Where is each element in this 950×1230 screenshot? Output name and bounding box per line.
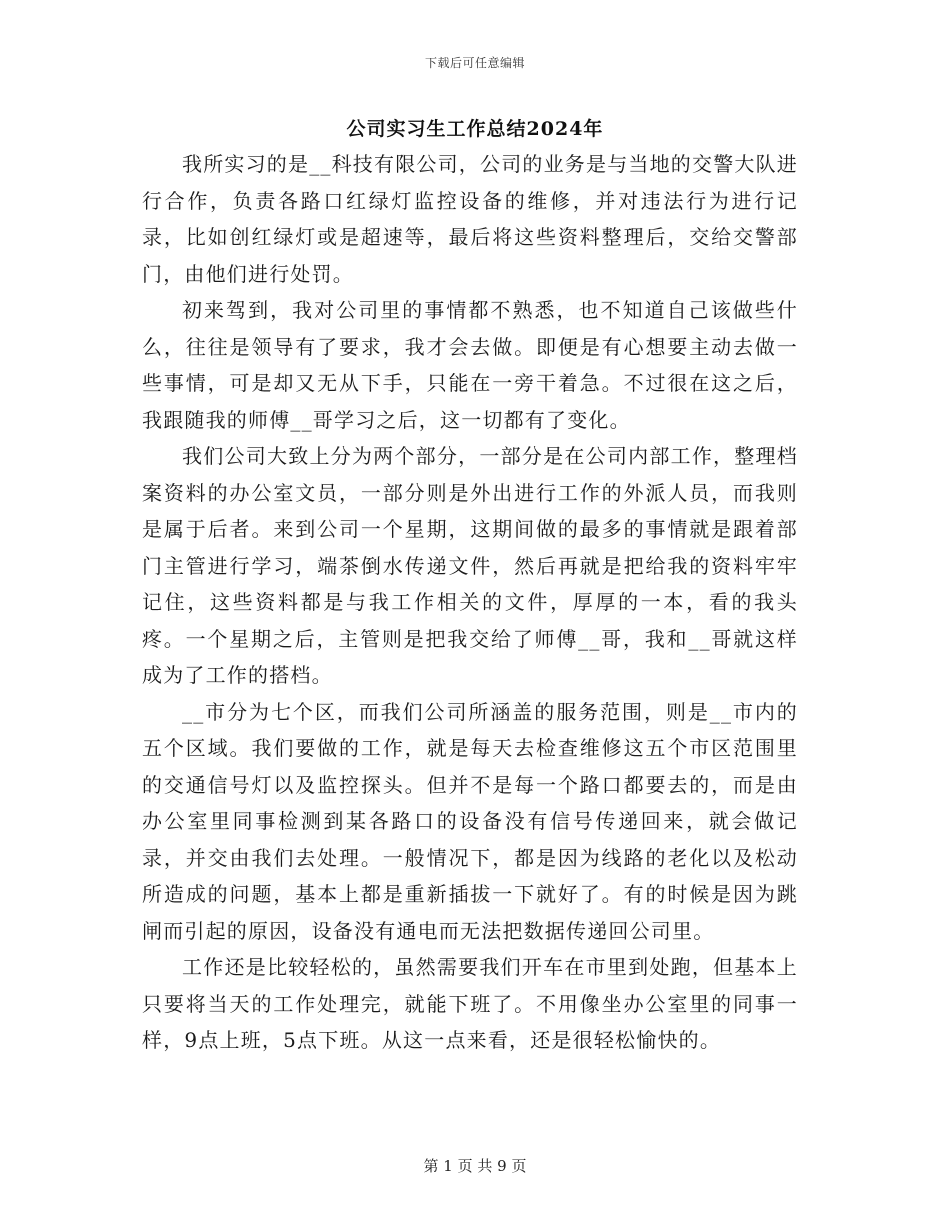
document-title: 公司实习生工作总结2024年 (346, 118, 604, 140)
paragraph-4: __市分为七个区，而我们公司所涵盖的服务范围，则是__市内的五个区域。我们要做的工作，就是每天去检查维修这五个市区范围里的交通信号灯以及监控探头。但并不是每一个路口都要去的，而是由办公室里同事检测到某各路口的设备没有信号传递回来，就会做记录，并交由我们去处理。一般情况下，都是因为线路的老化以及松动所造成的问题，基本上都是重新插拔一下就好了。有的时候是因为跳闸而引起的原因，设备没有通电而无法把数据传递回公司里。 (142, 699, 798, 943)
paragraph-2: 初来驾到，我对公司里的事情都不熟悉，也不知道自己该做些什么，往往是领导有了要求，我才会去做。即便是有心想要主动去做一些事情，可是却又无从下手，只能在一旁干着急。不过很在这之后，我跟随我的师傅__哥学习之后，这一切都有了变化。 (142, 298, 798, 432)
header-note: 下载后可任意编辑 (424, 56, 525, 70)
paragraph-1: 我所实习的是__科技有限公司，公司的业务是与当地的交警大队进行合作，负责各路口红绿灯监控设备的维修，并对违法行为进行记录，比如创红绿灯或是超速等，最后将这些资料整理后，交给交警部门，由他们进行处罚。 (142, 152, 798, 286)
paragraph-3: 我们公司大致上分为两个部分，一部分是在公司内部工作，整理档案资料的办公室文员，一部分则是外出进行工作的外派人员，而我则是属于后者。来到公司一个星期，这期间做的最多的事情就是跟着部门主管进行学习，端茶倒水传递文件，然后再就是把给我的资料牢牢记住，这些资料都是与我工作相关的文件，厚厚的一本，看的我头疼。一个星期之后，主管则是把我交给了师傅__哥，我和__哥就这样成为了工作的搭档。 (142, 444, 798, 687)
page-indicator: 第 1 页 共 9 页 (423, 1157, 527, 1175)
paragraph-5: 工作还是比较轻松的，虽然需要我们开车在市里到处跑，但基本上只要将当天的工作处理完，就能下班了。不用像坐办公室里的同事一样，9点上班，5点下班。从这一点来看，还是很轻松愉快的。 (142, 955, 798, 1052)
document-body (142, 146, 798, 1059)
